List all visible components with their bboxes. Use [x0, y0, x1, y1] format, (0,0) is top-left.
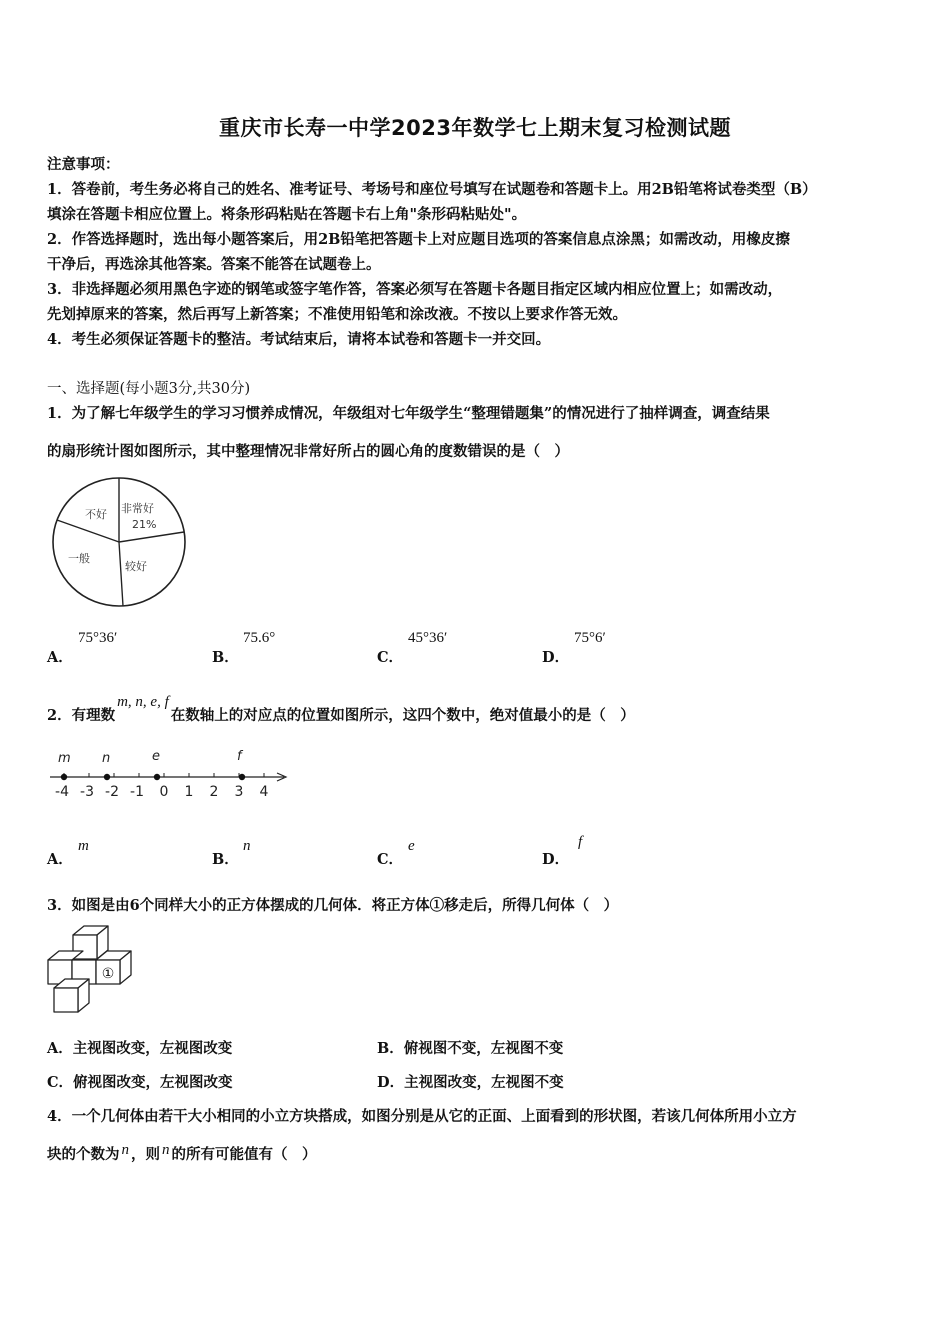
q4-text-line1: 4．一个几何体由若干大小相同的小立方块搭成，如图分别是从它的正面、上面看到的形状图，若该几何体所用小立方 — [47, 1108, 797, 1125]
q1-option-d-value: 75°6′ — [574, 630, 606, 646]
point-n — [104, 774, 110, 780]
notice-line: 干净后，再选涂其他答案。答案不能答在试题卷上。 — [47, 256, 381, 273]
q1-option-b-letter: B． — [212, 649, 239, 666]
tick-label: 0 — [159, 784, 169, 800]
notice-line: 3．非选择题必须用黑色字迹的钢笔或签字笔作答，答案必须写在答题卡各题目指定区域内相应位置上；如需改动， — [47, 281, 783, 298]
tick-label: -3 — [80, 784, 94, 800]
q1-option-a-letter: A． — [47, 649, 73, 666]
q1-text-line2: 的扇形统计图如图所示，其中整理情况非常好所占的圆心角的度数错误的是（ ） — [47, 443, 569, 460]
q3-option-d-value: 主视图改变，左视图不变 — [404, 1074, 564, 1091]
q2-option-d-value: f — [578, 834, 583, 850]
tick-label: 2 — [209, 784, 219, 800]
q2-option-b-letter: B． — [212, 851, 239, 868]
cube-label-1: ① — [101, 966, 115, 982]
point-label-f: f — [237, 749, 242, 764]
q2-vars: m, n, e, f — [117, 694, 169, 710]
q3-option-d — [377, 1071, 564, 1092]
pie-label-good: 较好 — [125, 560, 147, 573]
notice-line: 4．考生必须保证答题卡的整洁。考试结束后，请将本试卷和答题卡一并交回。 — [47, 331, 551, 348]
q3-option-b — [377, 1037, 563, 1058]
q3-option-d-letter: D． — [377, 1074, 405, 1091]
q1-option-b-value: 75.6° — [243, 630, 276, 646]
q2-option-c-letter: C． — [377, 851, 404, 868]
q2-suffix: 在数轴上的对应点的位置如图所示，这四个数中，绝对值最小的是（ ） — [170, 707, 635, 724]
q1-option-d-letter: D． — [542, 649, 570, 666]
q2-option-d-letter: D． — [542, 851, 570, 868]
tick-label: -1 — [130, 784, 144, 800]
q3-option-a — [47, 1037, 232, 1058]
tick-label: -4 — [55, 784, 69, 800]
notice-line: 1．答卷前，考生务必将自己的姓名、准考证号、考场号和座位号填写在试题卷和答题卡上。用2B铅笔将试卷类型（B） — [47, 181, 817, 198]
q2-option-a-letter: A． — [47, 851, 73, 868]
q1-option-c-letter: C． — [377, 649, 404, 666]
notice-line: 填涂在答题卡相应位置上。将条形码粘贴在答题卡右上角"条形码粘贴处"。 — [47, 206, 527, 223]
q3-option-c — [47, 1071, 233, 1092]
q2-text — [47, 694, 907, 725]
point-e — [154, 774, 160, 780]
point-m — [61, 774, 67, 780]
pie-label-very-good: 非常好 — [121, 502, 154, 515]
q3-text: 3．如图是由6个同样大小的正方体摆成的几何体．将正方体①移走后，所得几何体（ ） — [47, 897, 619, 914]
q2-number-line — [44, 742, 294, 804]
q2-prefix: 2．有理数 — [47, 707, 116, 724]
point-label-m: m — [58, 751, 71, 766]
tick-label: 3 — [234, 784, 244, 800]
q4-part1: 块的个数为 — [47, 1146, 120, 1163]
q3-option-b-letter: B． — [377, 1040, 404, 1057]
q1-text-line1: 1．为了解七年级学生的学习习惯养成情况，年级组对七年级学生“整理错题集”的情况进行了抽样调查，调查结果 — [47, 405, 770, 422]
tick-label: -2 — [105, 784, 119, 800]
q3-option-c-letter: C． — [47, 1074, 74, 1091]
q2-option-b-value: n — [243, 838, 251, 854]
notice-heading: 注意事项： — [47, 156, 120, 173]
q1-option-a-value: 75°36′ — [78, 630, 118, 646]
section-heading: 一、选择题(每小题3分,共30分) — [47, 381, 251, 397]
notice-line: 2．作答选择题时，选出每小题答案后，用2B铅笔把答题卡上对应题目选项的答案信息点涂黑；如需改动，用橡皮擦 — [47, 231, 790, 248]
q2-option-c-value: e — [408, 838, 415, 854]
page-title: 重庆市长寿一中学2023年数学七上期末复习检测试题 — [219, 116, 731, 140]
q4-part2: ，则 — [131, 1146, 160, 1163]
q4-var-n-2: n — [162, 1142, 170, 1158]
q3-option-c-value: 俯视图改变，左视图改变 — [73, 1074, 233, 1091]
point-f — [239, 774, 245, 780]
q4-part3: 的所有可能值有（ ） — [171, 1146, 317, 1163]
notice-line: 先划掉原来的答案，然后再写上新答案；不准使用铅笔和涂改液。不按以上要求作答无效。 — [47, 306, 627, 323]
tick-label: 1 — [184, 784, 194, 800]
pie-label-average: 一般 — [68, 552, 90, 565]
q3-option-a-value: 主视图改变，左视图改变 — [72, 1040, 233, 1057]
q3-cube-figure — [42, 922, 147, 1024]
pie-label-bad: 不好 — [85, 508, 107, 521]
q3-option-b-value: 俯视图不变，左视图不变 — [403, 1040, 564, 1057]
q2-option-a-value: m — [78, 838, 89, 854]
point-label-e: e — [152, 749, 160, 764]
q1-pie-chart — [44, 472, 194, 612]
pie-label-percent: 21% — [132, 518, 157, 531]
q3-option-a-letter: A． — [47, 1040, 73, 1057]
q4-var-n: n — [121, 1142, 129, 1158]
tick-label: 4 — [259, 784, 269, 800]
q4-text-line2 — [47, 1143, 907, 1164]
q1-option-c-value: 45°36′ — [408, 630, 448, 646]
point-label-n: n — [102, 751, 111, 766]
